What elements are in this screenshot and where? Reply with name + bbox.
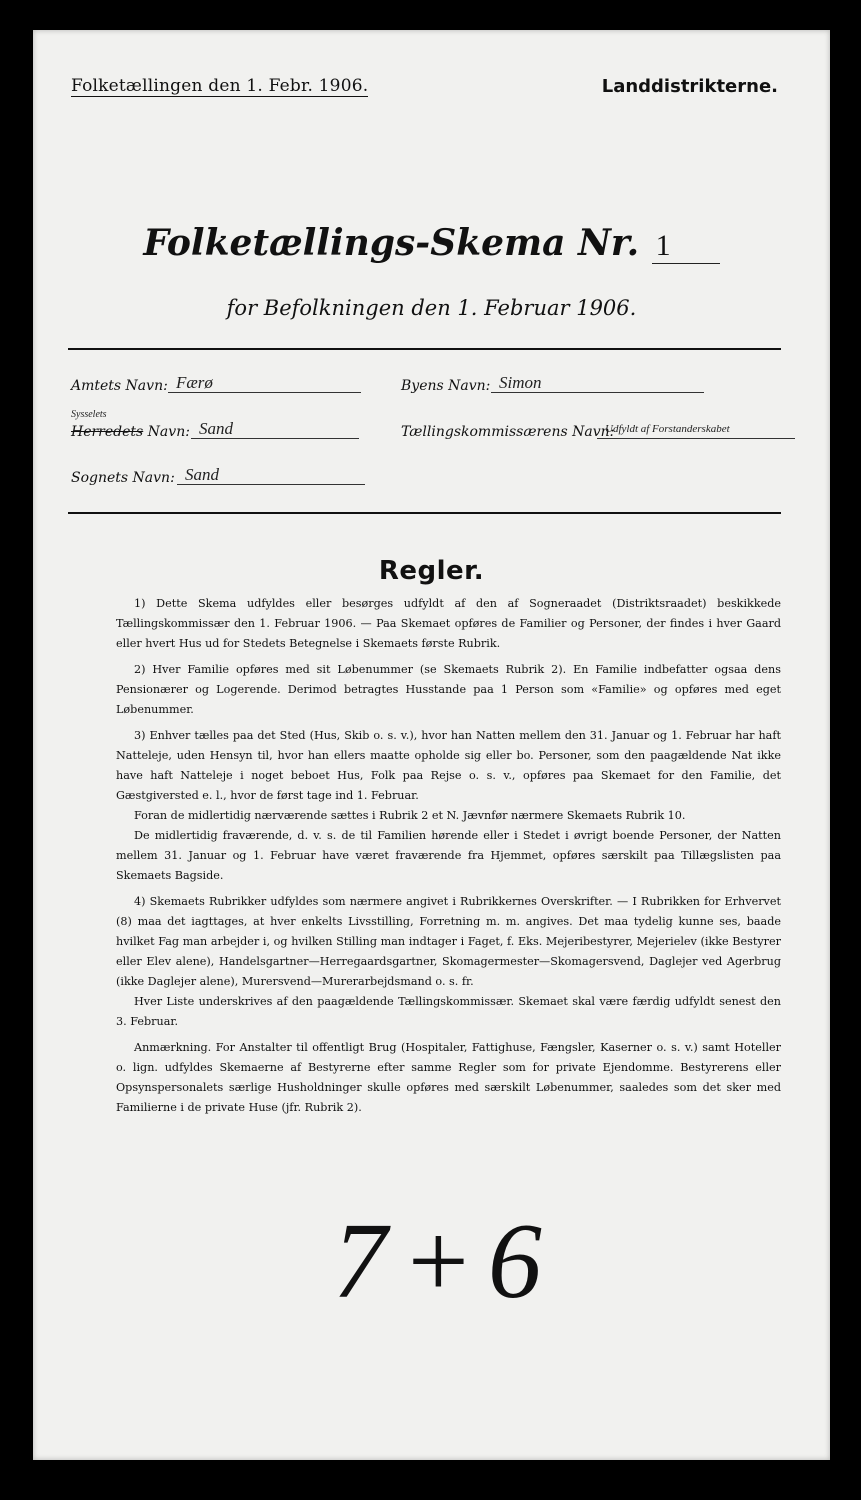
herred-value: Sand [191,420,359,439]
sogn-value: Sand [177,466,365,485]
herred-correction: Sysselets [71,409,107,420]
rule-paragraph: 4) Skemaets Rubrikker udfyldes som nærmere angivet i Rubrikkernes Overskrifter. — I Rubrikken for Erhvervet (8) maa det iagttages, at hver enkelts Livsstilling, Forretning m. m. angives. Det maa tydelig kunne ses, baade hvilket Fag man arbejder i, og hvilken Stilling man indtager i Faget, f. Eks. Mejeribestyrer, Mejerielev (ikke Bestyrer eller Elev alene), Handelsgartner—Herregaardsgartner, Skomagermester—Skomagersvend, Daglejer ved Agerbrug (ikke Daglejer alene), Murersvend—Murerarbejdsmand o. s. fr. [116,895,781,988]
amt-value: Færø [168,374,361,393]
rule-paragraph: 2) Hver Familie opføres med sit Løbenummer (se Skemaets Rubrik 2). En Familie indbefatter ogsaa dens Pensionærer og Logerende. Derimod betragtes Husstande paa 1 Person som «Familie» og opføres med eget Løbenummer. [116,663,781,716]
header-district-type: Landdistrikterne. [601,76,778,97]
rule-paragraph: Foran de midlertidig nærværende sættes i Rubrik 2 et N. Jævnfør nærmere Skemaets Rubrik 10. [134,809,686,822]
rule-paragraph: Hver Liste underskrives af den paagældende Tællingskommissær. Skemaet skal være færdig udfyldt senest den 3. Februar. [116,995,781,1028]
rule-note: Anmærkning. For Anstalter til offentligt Brug (Hospitaler, Fattighuse, Fængsler, Kaserner o. s. v.) samt Hoteller o. lign. udfyldes Skemaerne af Bestyrerne efter samme Regler som for private Ejendomme. Bestyrerens eller Opsynspersonalets særlige Husholdninger skulle opføres med særskilt Løbenummer, saaledes som det sker med Familierne i de private Huse (jfr. Rubrik 2). [116,1041,781,1114]
amt-label: Amtets Navn: [71,378,168,394]
rules-heading: Regler. [378,556,485,586]
kommissaer-value: Udfyldt af Forstanderskabet [597,420,795,439]
form-number: 1 [652,229,720,264]
herred-label-text: Navn: [143,424,190,440]
form-subtitle: for Befolkningen den 1. Februar 1906. [226,296,637,320]
by-value: Simon [491,374,704,393]
handwritten-tally: 7+6 [333,1202,556,1321]
census-form-page [33,30,830,1460]
herred-struck: Herredets [71,424,144,440]
rule-paragraph: 1) Dette Skema udfyldes eller besørges udfyldt af den af Sogneraadet (Distriktsraadet) beskikkede Tællingskommissær den 1. Februar 1906. — Paa Skemaet opføres de Familier og Personer, der findes i hver Gaard eller hvert Hus ud for Stedets Betegnelse i Skemaets første Rubrik. [116,597,781,650]
kommissaer-label: Tællingskommissærens Navn: [401,424,615,440]
divider-top [68,348,781,350]
rule-paragraph: 3) Enhver tælles paa det Sted (Hus, Skib o. s. v.), hvor han Natten mellem den 31. Januar og 1. Februar har haft Natteleje, uden Hensyn til, hvor han ellers maatte opholde sig eller bo. Personer, som den paagældende Nat ikke have haft Natteleje i noget beboet Hus, Folk paa Rejse o. s. v., opføres paa Skemaet for den Familie, det Gæstgiversted e. l., hvor de først tage ind 1. Februar. [116,729,781,802]
form-title [33,222,830,264]
sogn-label: Sognets Navn: [71,470,175,486]
header-census-date: Folketællingen den 1. Febr. 1906. [71,76,369,96]
form-title-text: Folketællings-Skema Nr. [143,222,640,264]
rules-body [116,594,781,1118]
herred-label [71,424,190,440]
divider-bottom [68,512,781,514]
rule-paragraph: De midlertidig fraværende, d. v. s. de til Familien hørende eller i Stedet i øvrigt boende Personer, der Natten mellem 31. Januar og 1. Februar have været fraværende fra Hjemmet, opføres særskilt paa Tillægslisten paa Skemaets Bagside. [116,829,781,882]
by-label: Byens Navn: [401,378,491,394]
